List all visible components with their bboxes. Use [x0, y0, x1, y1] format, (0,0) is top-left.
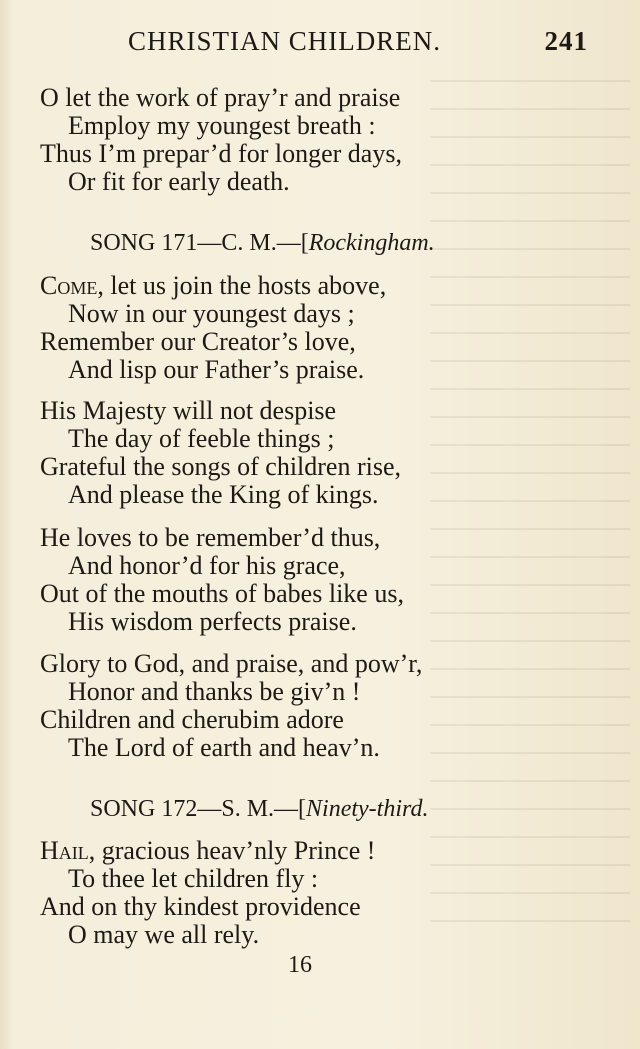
- song-172-heading: [90, 795, 428, 823]
- verse-line: O may we all rely.: [68, 920, 260, 949]
- verse-line: The day of feeble things ;: [68, 424, 335, 453]
- verse-line: His wisdom perfects praise.: [68, 607, 357, 636]
- verse-line: Glory to God, and praise, and pow’r,: [40, 649, 423, 678]
- verse-line: Children and cherubim adore: [40, 705, 344, 734]
- verse-line: Now in our youngest days ;: [68, 299, 355, 328]
- song-171-heading: [90, 229, 435, 257]
- running-title: CHRISTIAN CHILDREN.: [128, 26, 441, 56]
- verse-line: Come, let us join the hosts above,: [40, 271, 387, 300]
- verse-line: And lisp our Father’s praise.: [68, 355, 365, 384]
- verse-line: Thus I’m prepar’d for longer days,: [40, 139, 402, 168]
- verse-line: Out of the mouths of babes like us,: [40, 579, 404, 608]
- verse-line: O let the work of pray’r and praise: [40, 83, 401, 112]
- verse-line: And on thy kindest providence: [40, 892, 361, 921]
- verse-line: Grateful the songs of children rise,: [40, 452, 402, 481]
- verse-line: Honor and thanks be giv’n !: [68, 677, 361, 706]
- tune-name: Ninety-third.: [306, 796, 429, 822]
- drop-word: Hail,: [40, 836, 96, 865]
- song-number-meter: SONG 172—S. M.—[: [90, 796, 307, 822]
- verse-line: The Lord of earth and heav’n.: [68, 733, 380, 762]
- tune-name: Rockingham.: [308, 230, 435, 256]
- signature-mark: 16: [288, 952, 312, 978]
- verse-line: To thee let children fly :: [68, 864, 319, 893]
- verse-line: His Majesty will not despise: [40, 396, 337, 425]
- verse-line: And please the King of kings.: [68, 480, 379, 509]
- drop-word: Come,: [40, 271, 104, 300]
- verse-line: And honor’d for his grace,: [68, 551, 346, 580]
- verse-line: Hail, gracious heav’nly Prince !: [40, 836, 376, 865]
- song-number-meter: SONG 171—C. M.—[: [90, 230, 309, 256]
- verse-line: Or fit for early death.: [68, 167, 290, 196]
- verse-line: Employ my youngest breath :: [68, 111, 376, 140]
- bleed-through-shadow: [430, 80, 630, 940]
- page-number: 241: [544, 26, 588, 56]
- verse-line: He loves to be remember’d thus,: [40, 523, 381, 552]
- verse-line: Remember our Creator’s love,: [40, 327, 356, 356]
- page-header: [128, 26, 588, 60]
